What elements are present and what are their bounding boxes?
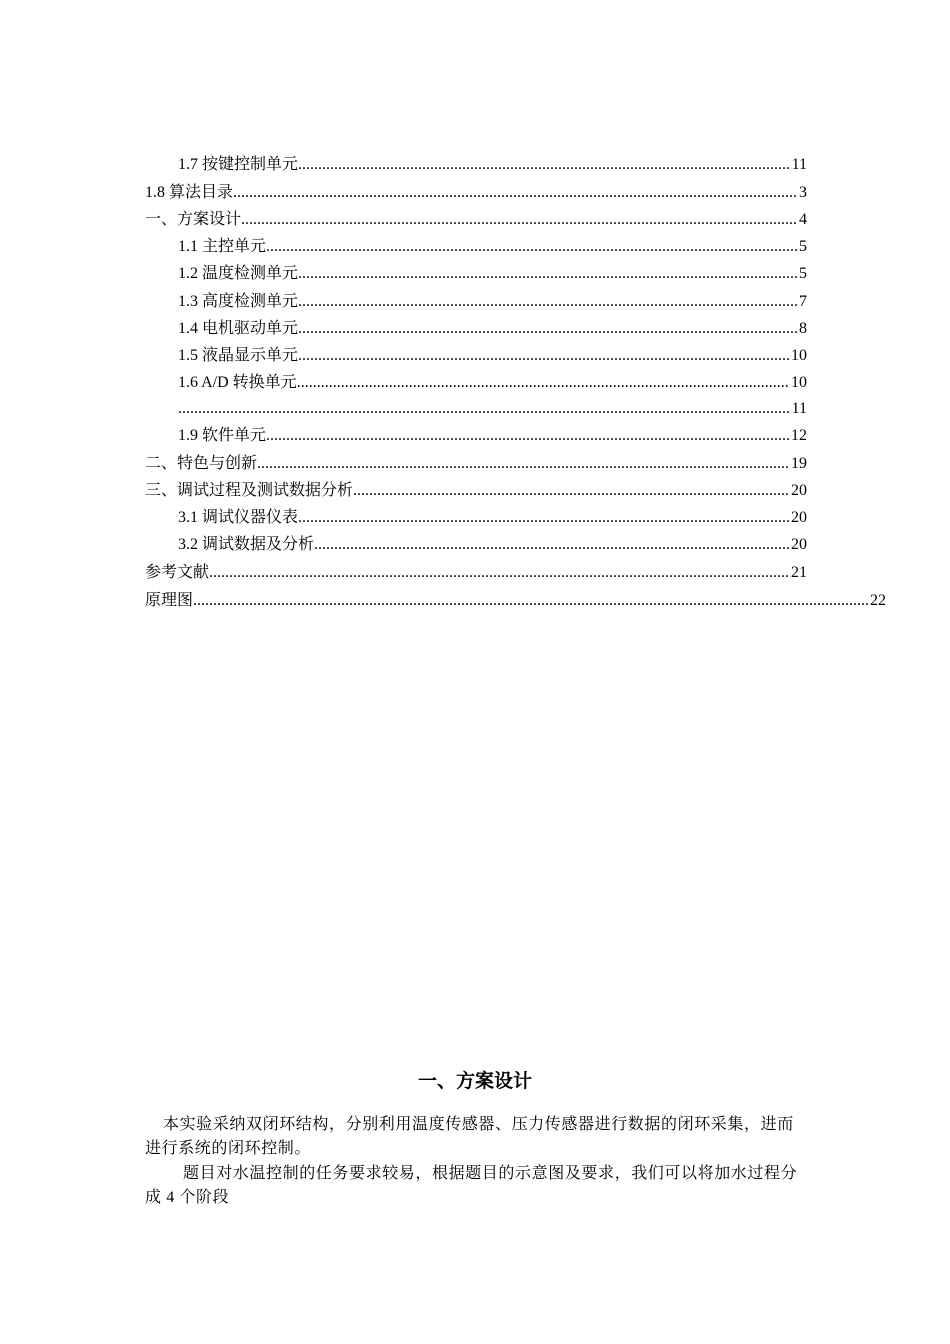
toc-dot-leader [298, 292, 798, 312]
toc-dot-leader [298, 264, 798, 284]
toc-entry-label: 1.3 高度检测单元 [178, 293, 299, 310]
toc-entry-page: 21 [791, 564, 807, 581]
toc-entry-page: 8 [799, 320, 807, 337]
toc-entry-page: 4 [799, 211, 807, 228]
toc-entry-page: 7 [799, 293, 807, 310]
toc-entry-page: 10 [791, 374, 807, 391]
toc-entry-label: 参考文献 [145, 564, 210, 581]
toc-entry[interactable] [178, 371, 807, 393]
toc-dot-leader [298, 508, 790, 528]
toc-entry-label: 1.2 温度检测单元 [178, 265, 299, 282]
toc-entry[interactable] [178, 506, 807, 528]
toc-dot-leader [266, 237, 798, 257]
toc-entry-label: 1.1 主控单元 [178, 238, 267, 255]
toc-entry-page: 5 [799, 238, 807, 255]
toc-dot-leader [298, 155, 791, 175]
toc-dot-leader [233, 183, 798, 203]
toc-entry-label: 二、特色与创新 [145, 455, 258, 472]
toc-entry-page: 11 [791, 156, 807, 173]
toc-entry-label: 1.4 电机驱动单元 [178, 320, 299, 337]
toc-entry-page: 20 [791, 509, 807, 526]
toc-entry[interactable] [145, 479, 807, 501]
toc-dot-leader [257, 454, 790, 474]
table-of-contents [0, 0, 950, 620]
toc-entry-page: 22 [870, 592, 886, 609]
body-paragraph: 题目对水温控制的任务要求较易，根据题目的示意图及要求，我们可以将加水过程分成 4 个阶段 [145, 1165, 798, 1206]
toc-entry-label: 三、调试过程及测试数据分析 [145, 482, 354, 499]
toc-entry-page: 12 [791, 427, 807, 444]
toc-entry-page: 3 [799, 184, 807, 201]
toc-entry-page: 19 [791, 455, 807, 472]
toc-dot-leader [353, 481, 790, 501]
toc-entry-label: 1.8 算法目录 [145, 184, 234, 201]
toc-entry-label: 1.9 软件单元 [178, 427, 267, 444]
toc-entry[interactable] [178, 153, 807, 175]
toc-entry[interactable] [178, 344, 807, 366]
toc-dot-leader [314, 535, 790, 555]
toc-dot-leader [297, 373, 790, 393]
toc-entry[interactable] [178, 397, 807, 419]
toc-entry[interactable] [178, 235, 807, 257]
toc-entry-page: 20 [791, 536, 807, 553]
toc-dot-leader [298, 346, 790, 366]
toc-entry-page: 11 [791, 400, 807, 417]
section-heading: 一、方案设计 [417, 1070, 532, 1092]
toc-dot-leader [241, 210, 798, 230]
toc-entry-label: 1.6 A/D 转换单元 [178, 374, 297, 391]
toc-entry[interactable] [178, 533, 807, 555]
toc-entry[interactable] [145, 589, 886, 611]
toc-entry-page: 5 [799, 265, 807, 282]
toc-dot-leader [298, 319, 798, 339]
toc-entry[interactable] [145, 452, 807, 474]
toc-entry-label: 3.1 调试仪器仪表 [178, 509, 299, 526]
toc-dot-leader [209, 563, 790, 583]
toc-entry[interactable] [145, 208, 807, 230]
toc-entry[interactable] [178, 262, 807, 284]
toc-entry[interactable] [178, 424, 807, 446]
toc-entry-label: 3.2 调试数据及分析 [178, 536, 315, 553]
toc-entry-label: 1.7 按键控制单元 [178, 156, 299, 173]
toc-entry[interactable] [178, 317, 807, 339]
toc-entry-page: 20 [791, 482, 807, 499]
toc-entry[interactable] [145, 561, 807, 583]
toc-dot-leader [193, 591, 869, 611]
toc-entry-label: 原理图 [145, 592, 194, 609]
toc-entry[interactable] [178, 290, 807, 312]
toc-entry-label: 1.5 液晶显示单元 [178, 347, 299, 364]
body-paragraph: 本实验采纳双闭环结构，分别利用温度传感器、压力传感器进行数据的闭环采集，进而进行系统的闭环控制。 [145, 1116, 794, 1157]
toc-dot-leader [266, 426, 790, 446]
toc-dot-leader [178, 399, 791, 419]
toc-entry[interactable] [145, 181, 807, 203]
toc-entry-label: 一、方案设计 [145, 211, 242, 228]
toc-entry-page: 10 [791, 347, 807, 364]
